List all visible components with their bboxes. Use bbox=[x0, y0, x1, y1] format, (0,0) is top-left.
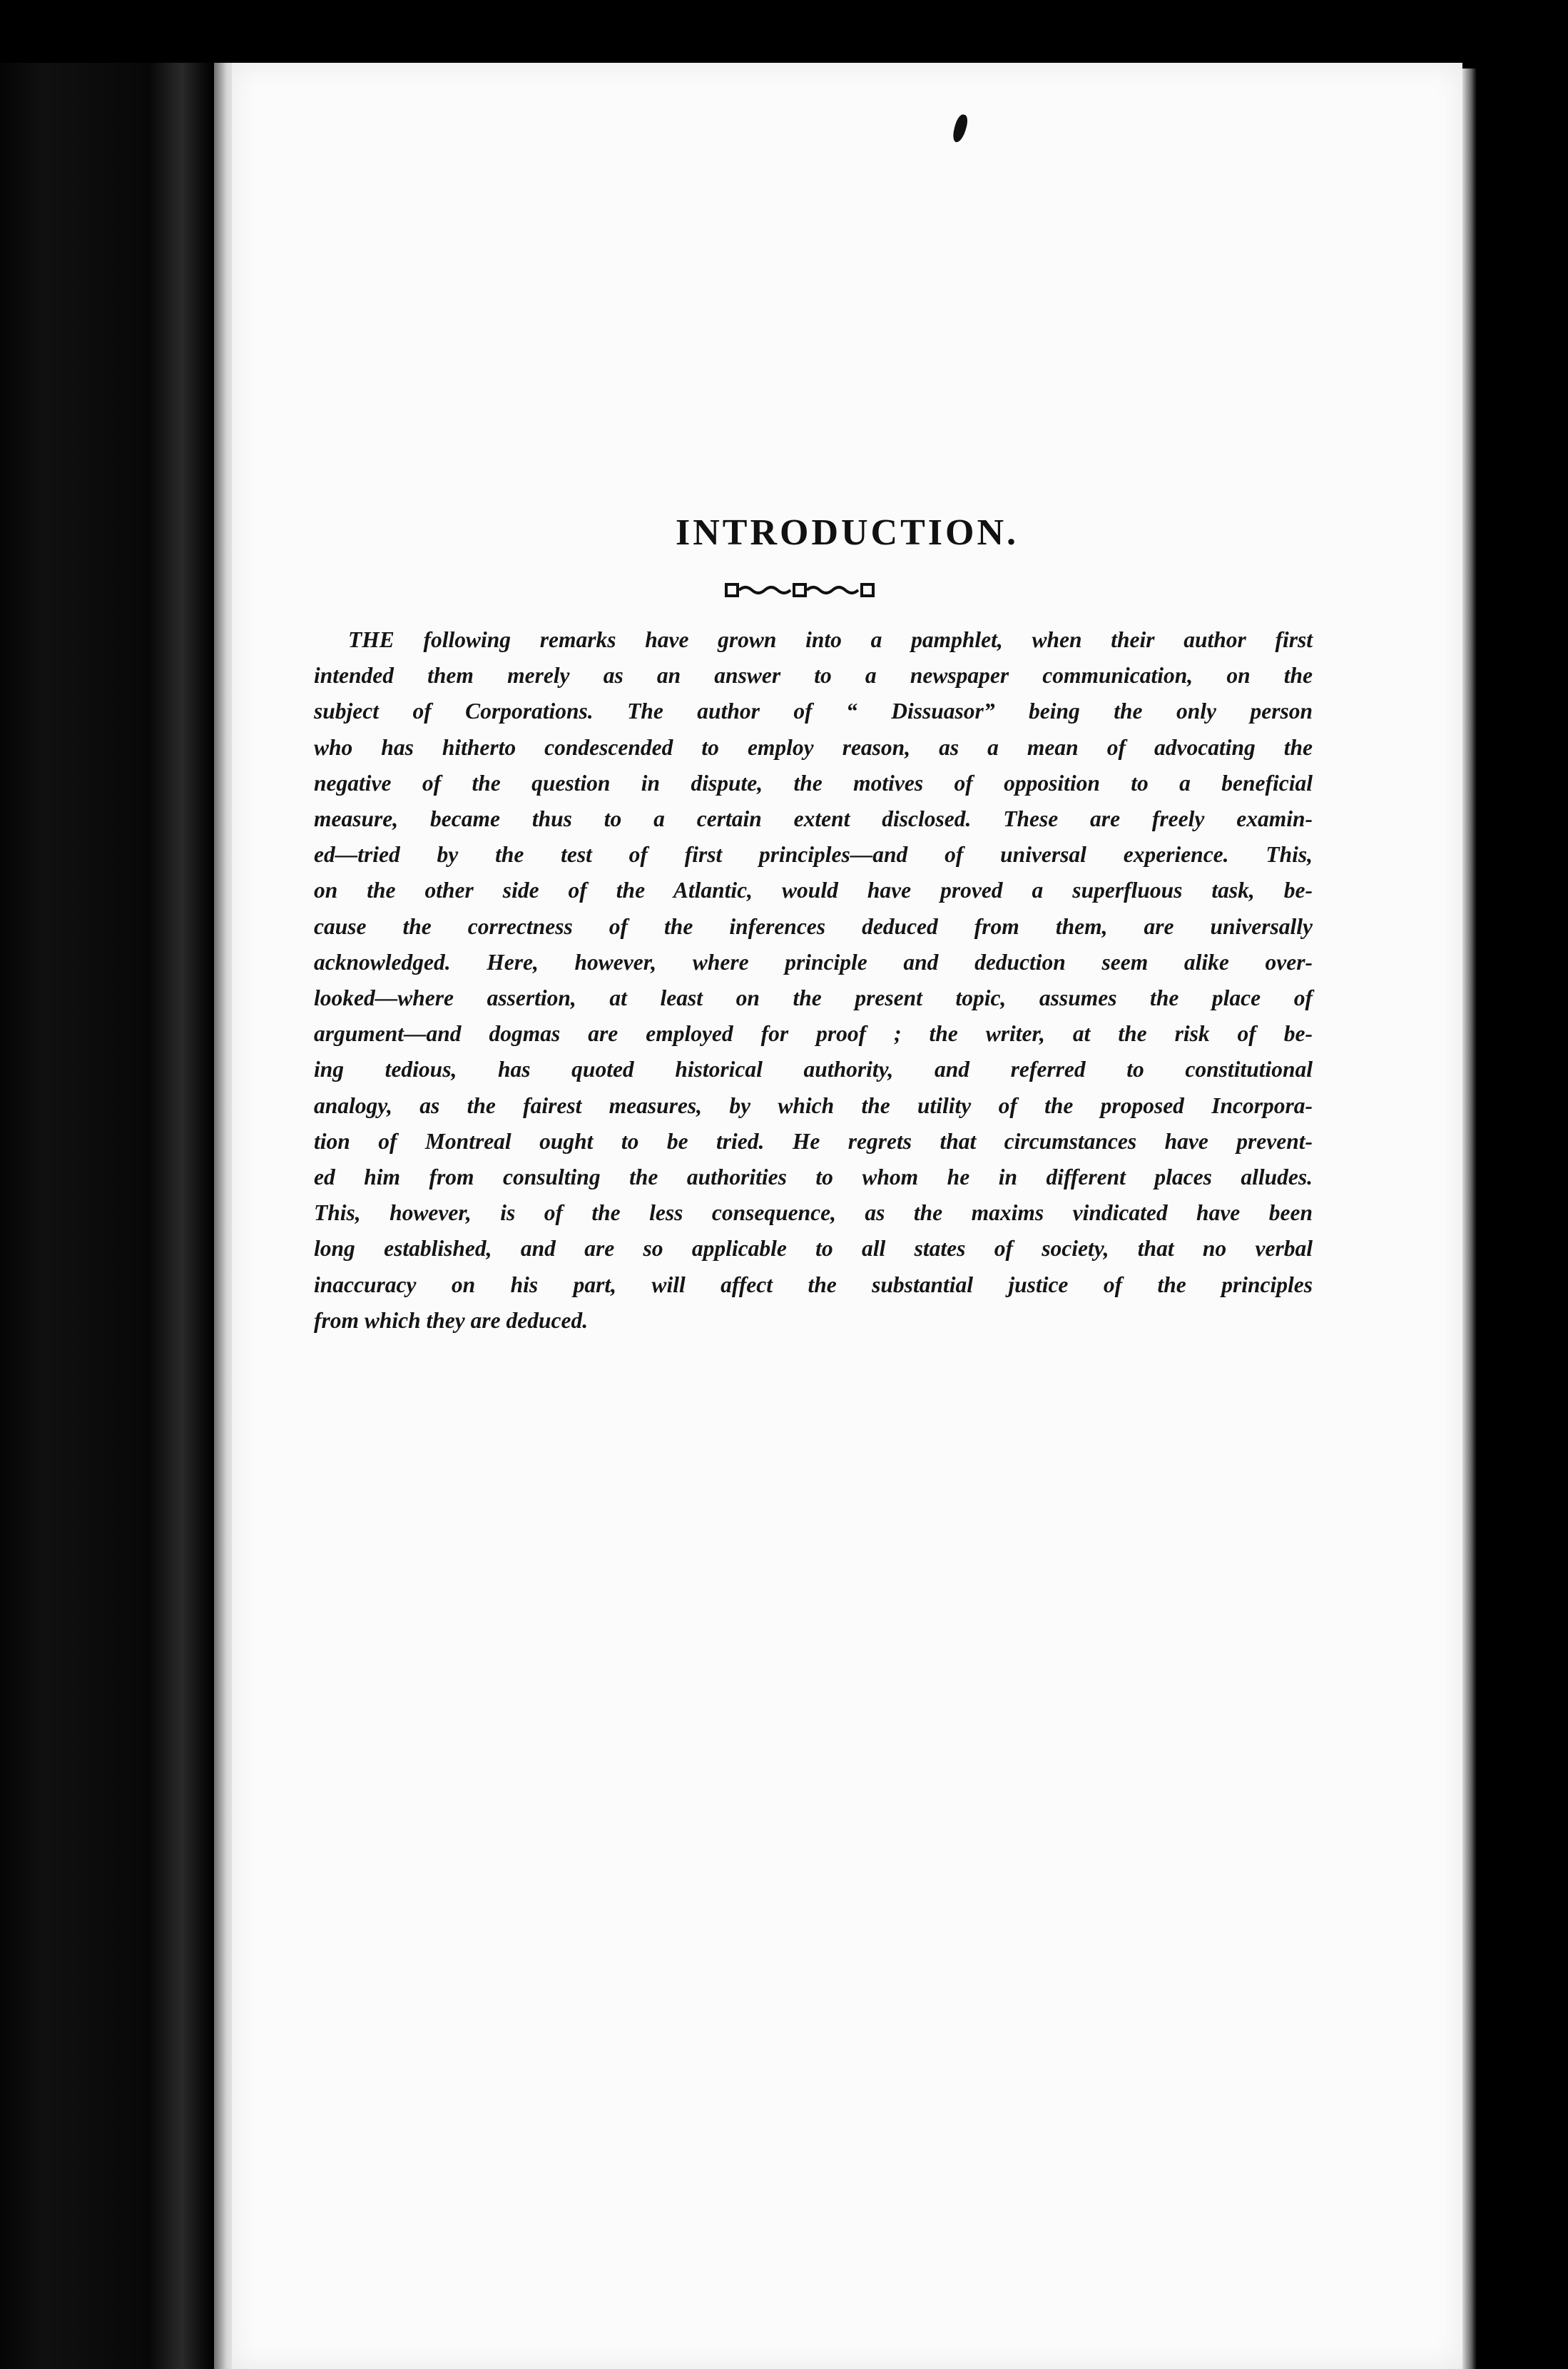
paragraph-line: who has hitherto condescended to employ reason, as a mean of advocating the bbox=[314, 734, 1313, 760]
paragraph-line: looked—where assertion, at least on the present topic, assumes the place of bbox=[314, 985, 1313, 1011]
page-edge bbox=[1462, 69, 1477, 2369]
paragraph-line: acknowledged. Here, however, where principle and deduction seem alike over- bbox=[314, 949, 1313, 975]
paragraph-line: analogy, as the fairest measures, by which the utility of the proposed Incorpora- bbox=[314, 1092, 1313, 1118]
book-binding bbox=[0, 63, 214, 2369]
paragraph-line: ing tedious, has quoted historical authority, and referred to constitutional bbox=[314, 1057, 1313, 1082]
paragraph-line: long established, and are so applicable to all states of society, that no verbal bbox=[314, 1236, 1313, 1262]
paragraph-line: measure, became thus to a certain extent disclosed. These are freely examin- bbox=[314, 806, 1313, 832]
paragraph-line: ed him from consulting the authorities to whom he in different places alludes. bbox=[314, 1165, 1313, 1190]
introduction-paragraph bbox=[314, 622, 1313, 1339]
paragraph-line: on the other side of the Atlantic, would have proved a superfluous task, be- bbox=[314, 878, 1313, 903]
paragraph-line: ed—tried by the test of first principles—and of universal experience. This, bbox=[314, 842, 1313, 868]
page-heading: INTRODUCTION. bbox=[675, 512, 1019, 553]
paragraph-line: THE following remarks have grown into a pamphlet, when their author first bbox=[348, 627, 1313, 652]
paragraph-line: This, however, is of the less consequence, as the maxims vindicated have been bbox=[314, 1200, 1313, 1226]
paragraph-line: intended them merely as an answer to a newspaper communication, on the bbox=[314, 663, 1313, 689]
paragraph-line: argument—and dogmas are employed for proof ; the writer, at the risk of be- bbox=[314, 1021, 1313, 1047]
ornamental-rule-icon bbox=[725, 579, 875, 601]
paragraph-line: from which they are deduced. bbox=[314, 1307, 589, 1333]
paragraph-line: cause the correctness of the inferences deduced from them, are universally bbox=[314, 913, 1313, 939]
paragraph-line: negative of the question in dispute, the motives of opposition to a beneficial bbox=[314, 770, 1313, 796]
paragraph-line: subject of Corporations. The author of “ Dissuasor” being the only person bbox=[314, 699, 1313, 724]
paragraph-line: inaccuracy on his part, will affect the substantial justice of the principles bbox=[314, 1272, 1313, 1297]
paragraph-line: tion of Montreal ought to be tried. He regrets that circumstances have prevent- bbox=[314, 1128, 1313, 1154]
